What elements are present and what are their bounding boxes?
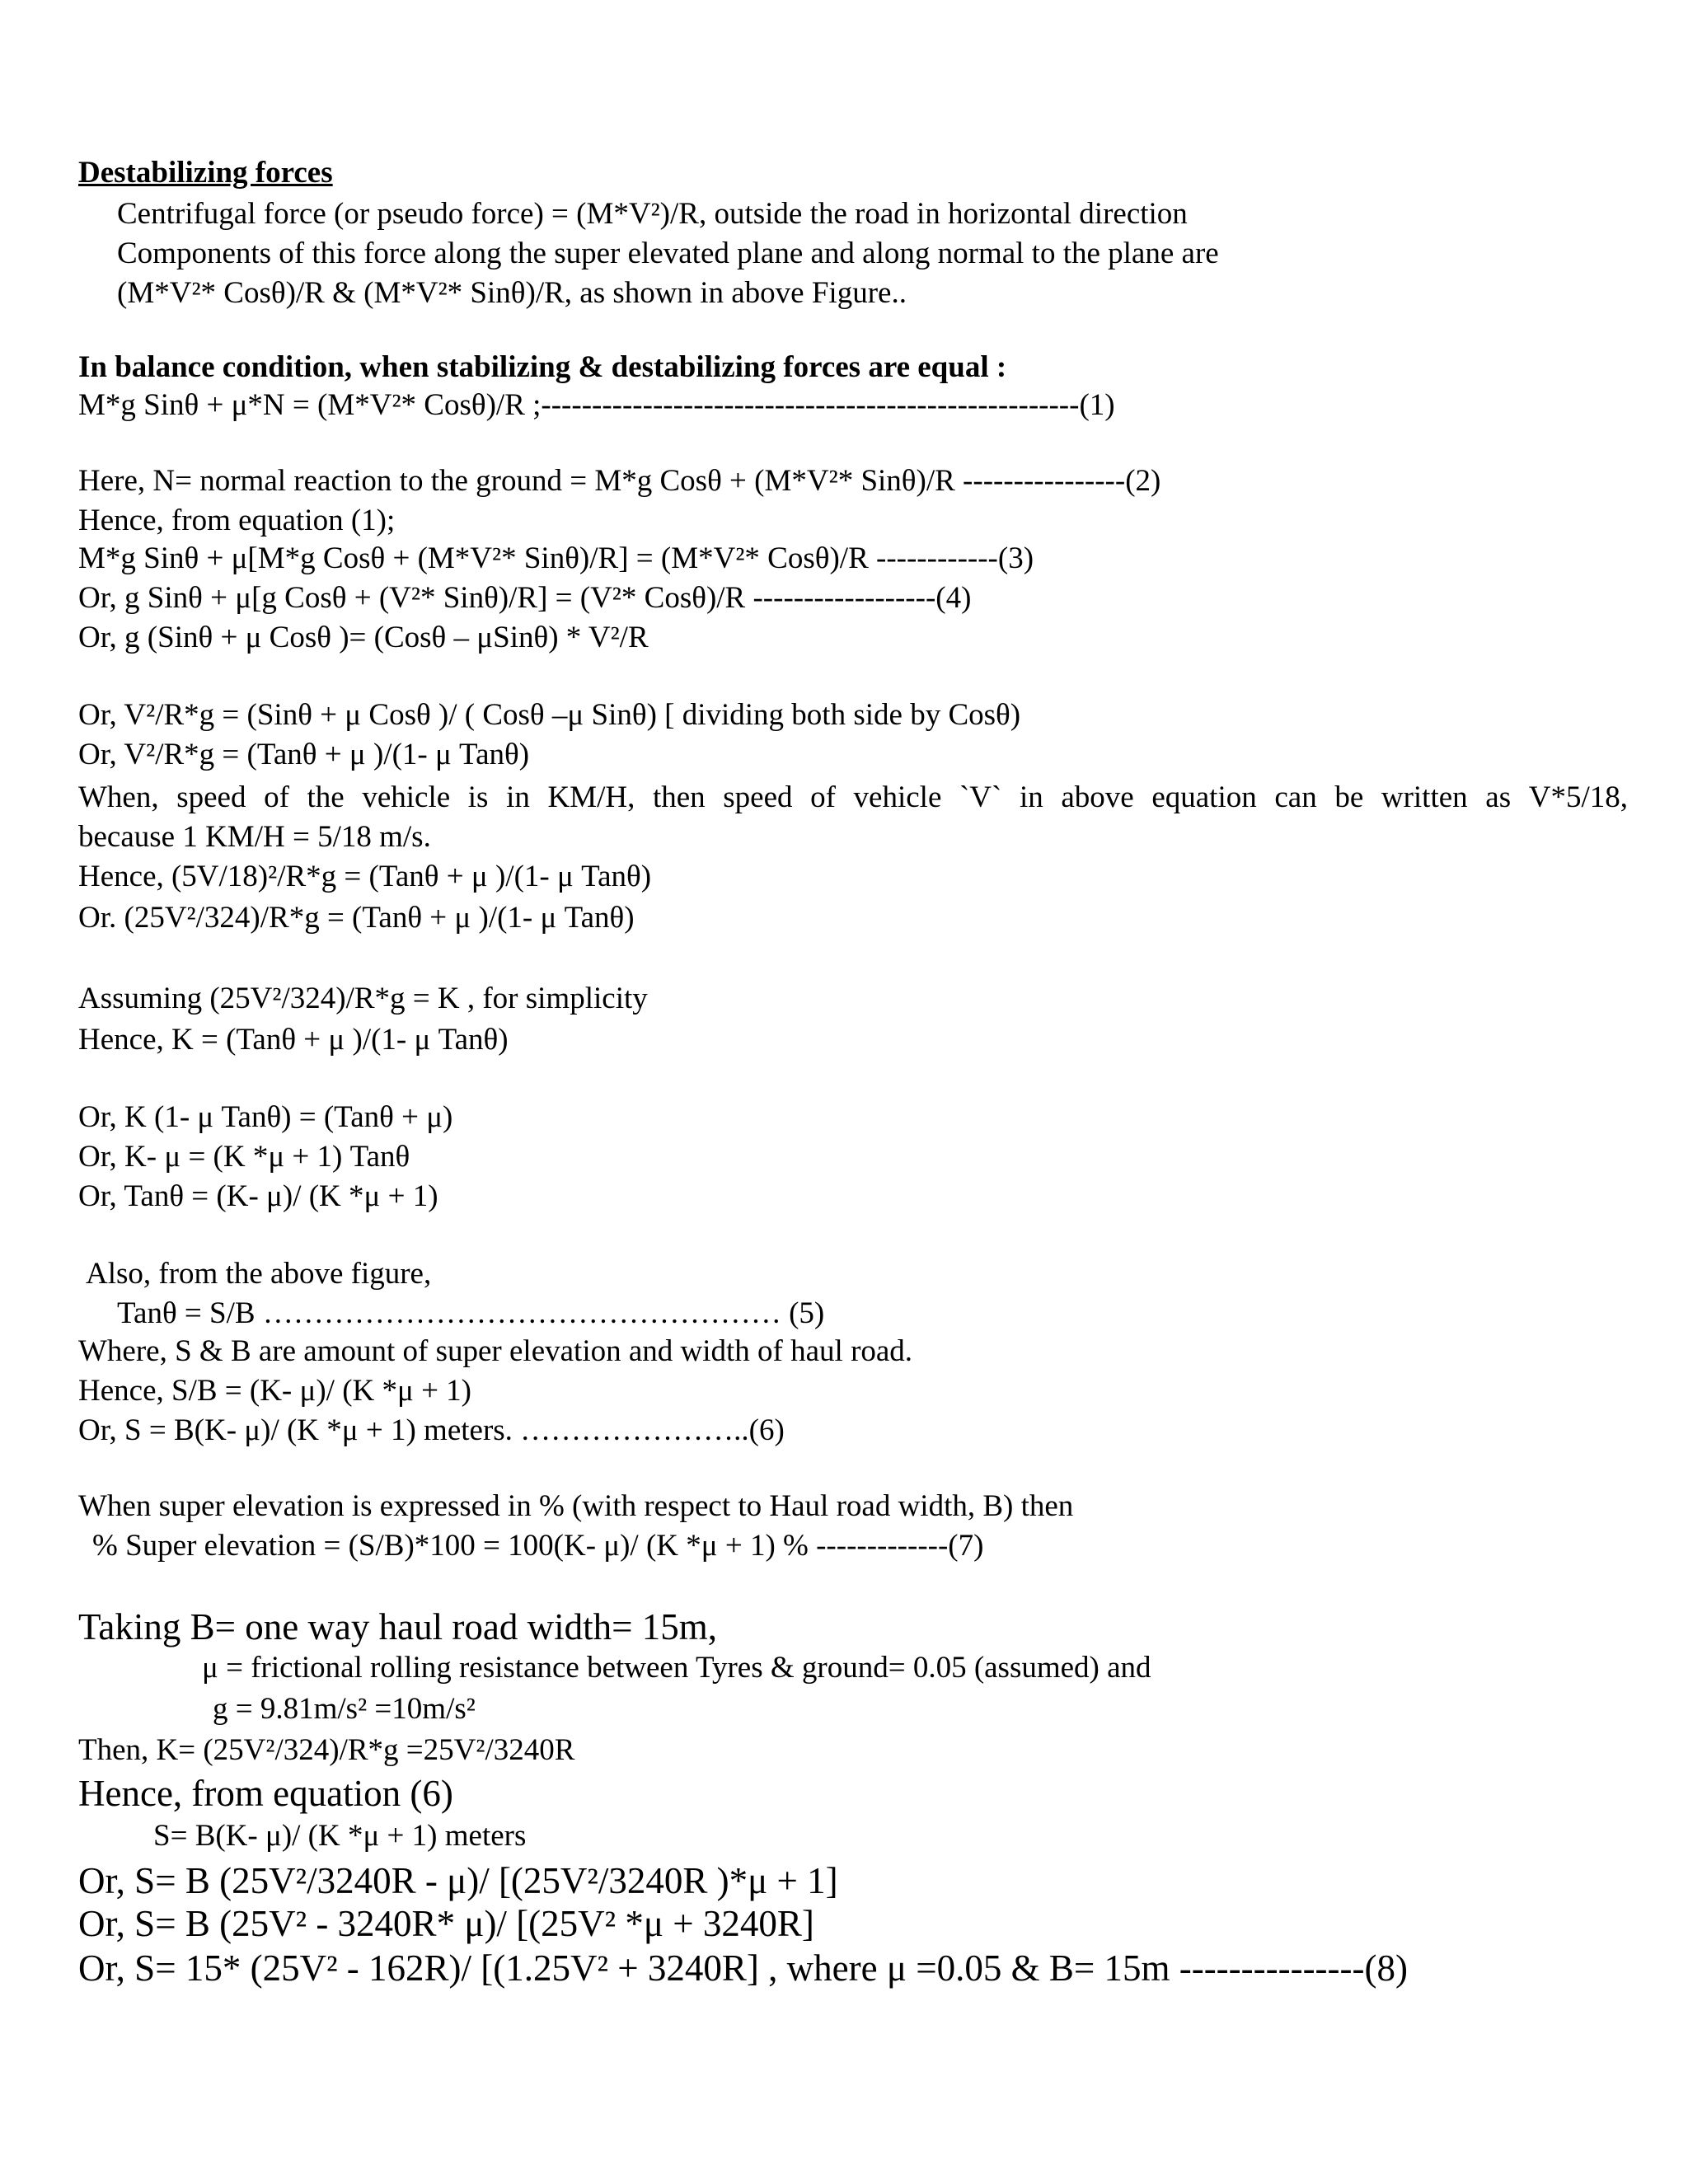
text-hence-from-eq1: Hence, from equation (1);	[78, 504, 396, 537]
word: as	[1485, 780, 1512, 814]
word: vehicle	[853, 780, 942, 814]
equation-8: Or, S= 15* (25V² - 162R)/ [(1.25V² + 3240R] , where μ =0.05 & B= 15m ---------------(8)	[78, 1947, 1408, 1989]
text-speed-conversion	[78, 780, 1628, 816]
equation-k-minus-mu: Or, K- μ = (K *μ + 1) Tanθ	[78, 1140, 410, 1174]
equation-v2-rg-tan: Or, V²/R*g = (Tanθ + μ )/(1- μ Tanθ)	[78, 738, 530, 771]
equation-7: % Super elevation = (S/B)*100 = 100(K- μ)/ (K *μ + 1) % -------------(7)	[92, 1529, 984, 1563]
text-taking-b: Taking B= one way haul road width= 15m,	[78, 1606, 717, 1647]
equation-g-sin-cos: Or, g (Sinθ + μ Cosθ )= (Cosθ – μSinθ) * V²/R	[78, 621, 649, 654]
word: When,	[78, 780, 159, 814]
equation-s-substituted: Or, S= B (25V²/3240R - μ)/ [(25V²/3240R )*μ + 1]	[78, 1860, 838, 1901]
word: in	[506, 780, 530, 814]
equation-v2-rg-sin-cos: Or, V²/R*g = (Sinθ + μ Cosθ )/ ( Cosθ –μ Sinθ) [ dividing both side by Cosθ)	[78, 698, 1021, 732]
text-components: Components of this force along the super elevated plane and along normal to the plane are	[117, 237, 1219, 270]
equation-s-simplified: Or, S= B (25V² - 3240R* μ)/ [(25V² *μ + 3240R]	[78, 1903, 814, 1944]
equation-4: Or, g Sinθ + μ[g Cosθ + (V²* Sinθ)/R] = (V²* Cosθ)/R ------------------(4)	[78, 581, 972, 615]
word: then	[652, 780, 706, 814]
text-assuming-k: Assuming (25V²/324)/R*g = K , for simplicity	[78, 982, 648, 1015]
text-components-formula: (M*V²* Cosθ)/R & (M*V²* Sinθ)/R, as shown in above Figure..	[117, 276, 907, 310]
word: equation	[1151, 780, 1257, 814]
equation-tan-theta: Or, Tanθ = (K- μ)/ (K *μ + 1)	[78, 1179, 438, 1213]
word: KM/H,	[547, 780, 635, 814]
equation-s-meters: S= B(K- μ)/ (K *μ + 1) meters	[153, 1819, 527, 1853]
word: of	[810, 780, 836, 814]
equation-5: Tanθ = S/B …………………………………………… (5)	[117, 1296, 825, 1330]
equation-5v-18: Hence, (5V/18)²/R*g = (Tanθ + μ )/(1- μ Tanθ)	[78, 860, 652, 893]
word: speed	[176, 780, 246, 814]
word: can	[1274, 780, 1317, 814]
text-g-definition: g = 9.81m/s² =10m/s²	[213, 1692, 476, 1726]
text-where-s-b: Where, S & B are amount of super elevation and width of haul road.	[78, 1334, 913, 1368]
word: V*5/18,	[1528, 780, 1628, 814]
word: be	[1334, 780, 1364, 814]
text-super-elevation-percent: When super elevation is expressed in % (with respect to Haul road width, B) then	[78, 1489, 1074, 1523]
heading-balance-condition: In balance condition, when stabilizing & destabilizing forces are equal :	[78, 350, 1007, 384]
word: speed	[723, 780, 793, 814]
equation-25v2-324: Or. (25V²/324)/R*g = (Tanθ + μ )/(1- μ Tanθ)	[78, 901, 635, 935]
word: of	[264, 780, 289, 814]
word: is	[467, 780, 489, 814]
equation-6: Or, S = B(K- μ)/ (K *μ + 1) meters. …………………..(6)	[78, 1413, 785, 1447]
equation-2: Here, N= normal reaction to the ground = M*g Cosθ + (M*V²* Sinθ)/R ----------------(2)	[78, 464, 1161, 498]
text-kmh-conversion: because 1 KM/H = 5/18 m/s.	[78, 820, 431, 854]
word: vehicle	[362, 780, 451, 814]
text-hence-from-eq6: Hence, from equation (6)	[78, 1773, 453, 1814]
equation-1: M*g Sinθ + μ*N = (M*V²* Cosθ)/R ;-----------------------------------------------------(1)	[78, 388, 1115, 422]
text-also-from-figure: Also, from the above figure,	[86, 1257, 432, 1291]
text-centrifugal-force: Centrifugal force (or pseudo force) = (M*V²)/R, outside the road in horizontal direction	[117, 197, 1188, 231]
word: above	[1061, 780, 1134, 814]
text-mu-definition: μ = frictional rolling resistance between Tyres & ground= 0.05 (assumed) and	[202, 1651, 1151, 1685]
equation-k-value: Then, K= (25V²/324)/R*g =25V²/3240R	[78, 1733, 575, 1767]
word: the	[307, 780, 345, 814]
equation-k-definition: Hence, K = (Tanθ + μ )/(1- μ Tanθ)	[78, 1023, 509, 1057]
word: written	[1381, 780, 1468, 814]
equation-s-over-b: Hence, S/B = (K- μ)/ (K *μ + 1)	[78, 1374, 472, 1408]
heading-destabilizing-forces: Destabilizing forces	[78, 156, 333, 190]
equation-3: M*g Sinθ + μ[M*g Cosθ + (M*V²* Sinθ)/R] = (M*V²* Cosθ)/R ------------(3)	[78, 541, 1034, 575]
equation-k-rearranged: Or, K (1- μ Tanθ) = (Tanθ + μ)	[78, 1100, 453, 1134]
word: in	[1019, 780, 1043, 814]
word: `V`	[959, 780, 1002, 814]
